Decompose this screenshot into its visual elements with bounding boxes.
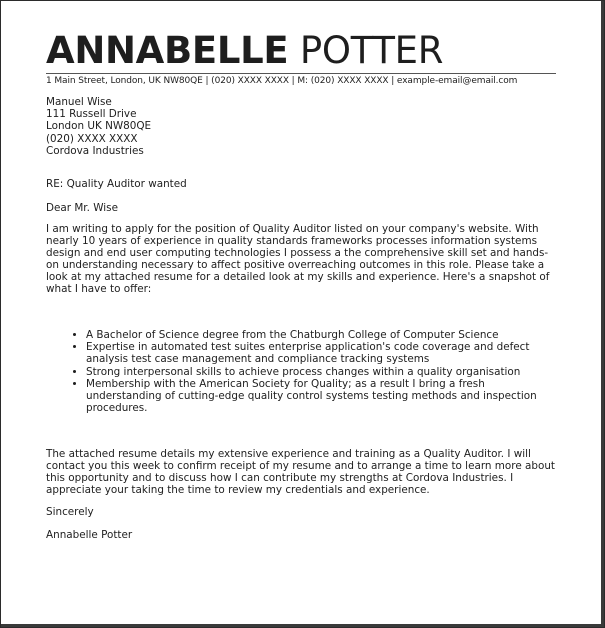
body-paragraph-2 <box>46 448 561 496</box>
paragraph-text: I am writing to apply for the position of Quality Auditor listed on your company's website. With nearly 10 years of experience in quality standards frameworks processes information systems design and end user computing technologies I possess a the comprehensive skill set and hands-on understanding necessary to affect positive overreaching outcomes in this role. Please take a look at my attached resume for a detailed look at my skills and experience. Here's a snapshot of what I have to offer: <box>46 223 550 295</box>
recipient-city: London UK NW80QE <box>46 120 152 133</box>
signature-name: Annabelle Potter <box>46 529 133 541</box>
body-paragraph-1 <box>46 223 561 295</box>
closing: Sincerely <box>46 506 94 518</box>
recipient-name: Manuel Wise <box>46 96 112 108</box>
applicant-name <box>46 31 556 71</box>
list-item: • Expertise in automated test suites enterprise application's code coverage and defect analysis test case management and compliance tracking systems <box>86 341 561 365</box>
salutation: Dear Mr. Wise <box>46 202 118 214</box>
contact-line: 1 Main Street, London, UK NW80QE | (020) XXXX XXXX | M: (020) XXXX XXXX | example-email@email.com <box>46 73 556 87</box>
list-item: • A Bachelor of Science degree from the Chatburgh College of Computer Science <box>86 329 561 341</box>
subject-line: RE: Quality Auditor wanted <box>46 178 187 190</box>
recipient-address <box>46 96 561 157</box>
list-item: • Strong interpersonal skills to achieve process changes within a quality organisation <box>86 366 561 378</box>
last-name: POTTER <box>299 29 444 72</box>
qualifications-list <box>46 329 561 414</box>
recipient-street: 111 Russell Drive <box>46 108 137 121</box>
first-name: ANNABELLE <box>46 29 289 72</box>
paragraph-text: The attached resume details my extensive experience and training as a Quality Auditor. I will contact you this week to confirm receipt of my resume and to arrange a time to learn more about this opportunity and to discuss how I can contribute my strengths at Cordova Industries. I appreciate your taking the time to review my credentials and experience. <box>46 448 556 496</box>
recipient-phone: (020) XXXX XXXX <box>46 132 138 145</box>
list-item: • Membership with the American Society for Quality; as a result I bring a fresh understanding of cutting-edge quality control systems testing methods and inspection procedures. <box>86 378 561 415</box>
recipient-company: Cordova Industries <box>46 144 144 157</box>
letter-header <box>46 31 556 87</box>
